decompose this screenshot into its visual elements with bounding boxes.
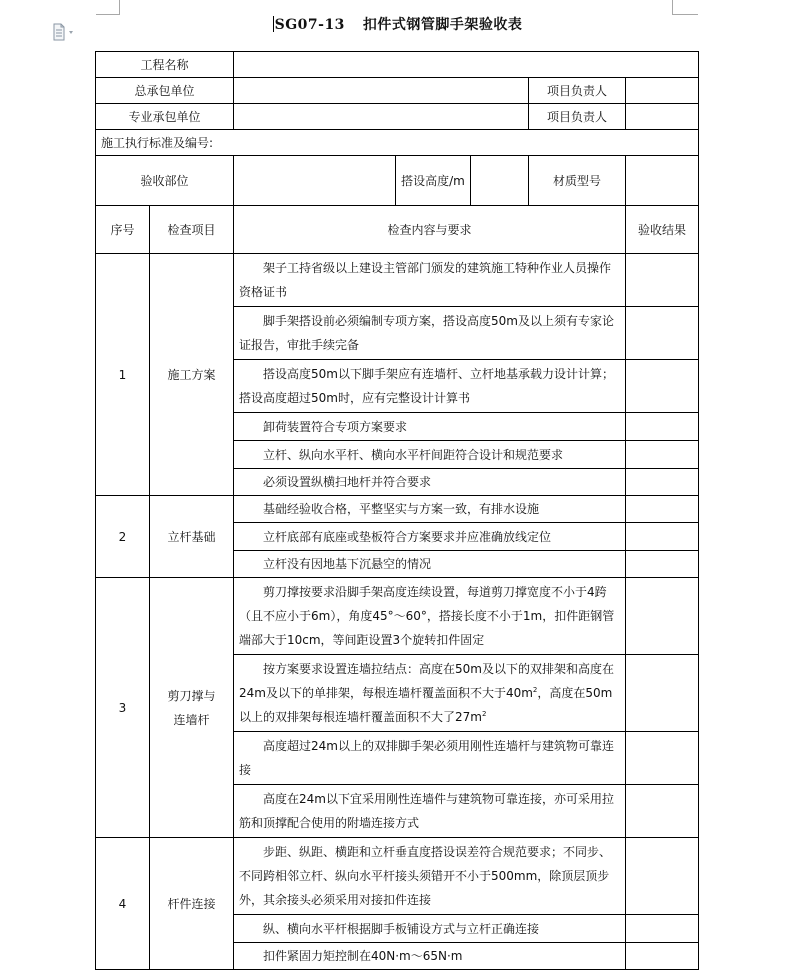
- special-contractor-value[interactable]: [234, 104, 529, 130]
- result-cell[interactable]: [626, 578, 699, 655]
- project-name-value[interactable]: [234, 52, 699, 78]
- column-header-row: [96, 206, 699, 254]
- general-contractor-value[interactable]: [234, 78, 529, 104]
- requirement-text: 立杆没有因地基下沉悬空的情况: [234, 551, 626, 578]
- requirement-text: 卸荷装置符合专项方案要求: [234, 413, 626, 441]
- requirement-part: ，高度在50m以上的双排架每根连墙杆覆盖面积不大了27m: [239, 686, 613, 724]
- result-cell[interactable]: [626, 523, 699, 551]
- acceptance-part-value[interactable]: [234, 156, 396, 206]
- form-title: 扣件式钢管脚手架验收表: [362, 17, 523, 33]
- form-code: SG07-13: [274, 17, 345, 33]
- material-value[interactable]: [626, 156, 699, 206]
- col-result: 验收结果: [626, 206, 699, 254]
- result-cell[interactable]: [626, 943, 699, 970]
- result-cell[interactable]: [626, 360, 699, 413]
- requirement-text: 扣件紧固力矩控制在40N·m～65N·m: [234, 943, 626, 970]
- requirement-text: 立杆底部有底座或垫板符合方案要求并应准确放线定位: [234, 523, 626, 551]
- result-cell[interactable]: [626, 413, 699, 441]
- requirement-text: 架子工持省级以上建设主管部门颁发的建筑施工特种作业人员操作资格证书: [234, 254, 626, 307]
- result-cell[interactable]: [626, 838, 699, 915]
- general-contractor-label: 总承包单位: [96, 78, 234, 104]
- col-content: 检查内容与要求: [234, 206, 626, 254]
- table-row: [96, 578, 699, 655]
- section-name-line: 连墙杆: [173, 712, 210, 727]
- height-value[interactable]: [471, 156, 529, 206]
- requirement-text: 基础经验收合格，平整坚实与方案一致，有排水设施: [234, 496, 626, 523]
- project-name-label: 工程名称: [96, 52, 234, 78]
- result-cell[interactable]: [626, 441, 699, 469]
- requirement-part: 按方案要求设置连墙拉结点：高度在50m及以下的双排架和高度在24m及以下的单排架，每根连墙杆覆盖面积不大于40m: [239, 662, 614, 700]
- section-no: 2: [96, 496, 150, 578]
- project-manager-value[interactable]: [626, 78, 699, 104]
- superscript: 2: [532, 686, 538, 694]
- project-name-row: [96, 52, 699, 78]
- project-manager-label: 项目负责人: [529, 78, 626, 104]
- requirement-text: 步距、纵距、横距和立杆垂直度搭设误差符合规范要求；不同步、不同跨相邻立杆、纵向水平杆接头须错开不小于500mm，除顶层顶步外，其余接头必须采用对接扣件连接: [234, 838, 626, 915]
- result-cell[interactable]: [626, 254, 699, 307]
- page-title: [0, 14, 795, 34]
- result-cell[interactable]: [626, 496, 699, 523]
- acceptance-part-row: [96, 156, 699, 206]
- acceptance-table: [95, 51, 699, 970]
- requirement-text: 高度在24m以下宜采用刚性连墙件与建筑物可靠连接，亦可采用拉筋和顶撑配合使用的附墙连接方式: [234, 785, 626, 838]
- result-cell[interactable]: [626, 551, 699, 578]
- result-cell[interactable]: [626, 785, 699, 838]
- col-item: 检查项目: [150, 206, 234, 254]
- requirement-text: [234, 655, 626, 732]
- section-name: 施工方案: [150, 254, 234, 496]
- standard-label[interactable]: 施工执行标准及编号:: [96, 130, 699, 156]
- crop-mark: [119, 0, 120, 14]
- section-name: 立杆基础: [150, 496, 234, 578]
- crop-mark: [672, 0, 673, 14]
- table-row: [96, 254, 699, 307]
- acceptance-part-label: 验收部位: [96, 156, 234, 206]
- material-label: 材质型号: [529, 156, 626, 206]
- result-cell[interactable]: [626, 732, 699, 785]
- result-cell[interactable]: [626, 307, 699, 360]
- section-no: 3: [96, 578, 150, 838]
- table-row: [96, 496, 699, 523]
- requirement-text: 脚手架搭设前必须编制专项方案，搭设高度50m及以上须有专家论证报告，审批手续完备: [234, 307, 626, 360]
- requirement-text: 搭设高度50m以下脚手架应有连墙杆、立杆地基承载力设计计算；搭设高度超过50m时，应有完整设计计算书: [234, 360, 626, 413]
- requirement-text: 纵、横向水平杆根据脚手板铺设方式与立杆正确连接: [234, 915, 626, 943]
- section-no: 1: [96, 254, 150, 496]
- special-contractor-label: 专业承包单位: [96, 104, 234, 130]
- text-cursor: [273, 16, 274, 32]
- project-manager-label: 项目负责人: [529, 104, 626, 130]
- section-name-line: 剪刀撑与: [167, 688, 216, 703]
- special-contractor-row: [96, 104, 699, 130]
- section-name: [150, 578, 234, 838]
- requirement-text: 剪刀撑按要求沿脚手架高度连续设置，每道剪刀撑宽度不小于4跨（且不应小于6m），角度45°～60°，搭接长度不小于1m，扣件距钢管端部大于10cm，等间距设置3个旋转扣件固定: [234, 578, 626, 655]
- requirement-text: 必须设置纵横扫地杆并符合要求: [234, 469, 626, 496]
- result-cell[interactable]: [626, 469, 699, 496]
- result-cell[interactable]: [626, 655, 699, 732]
- standard-row: [96, 130, 699, 156]
- superscript: 2: [481, 710, 487, 718]
- requirement-text: 高度超过24m以上的双排脚手架必须用刚性连墙杆与建筑物可靠连接: [234, 732, 626, 785]
- height-label: 搭设高度/m: [396, 156, 471, 206]
- section-no: 4: [96, 838, 150, 970]
- requirement-text: 立杆、纵向水平杆、横向水平杆间距符合设计和规范要求: [234, 441, 626, 469]
- project-manager-value[interactable]: [626, 104, 699, 130]
- section-name: 杆件连接: [150, 838, 234, 970]
- result-cell[interactable]: [626, 915, 699, 943]
- col-no: 序号: [96, 206, 150, 254]
- general-contractor-row: [96, 78, 699, 104]
- table-row: [96, 838, 699, 915]
